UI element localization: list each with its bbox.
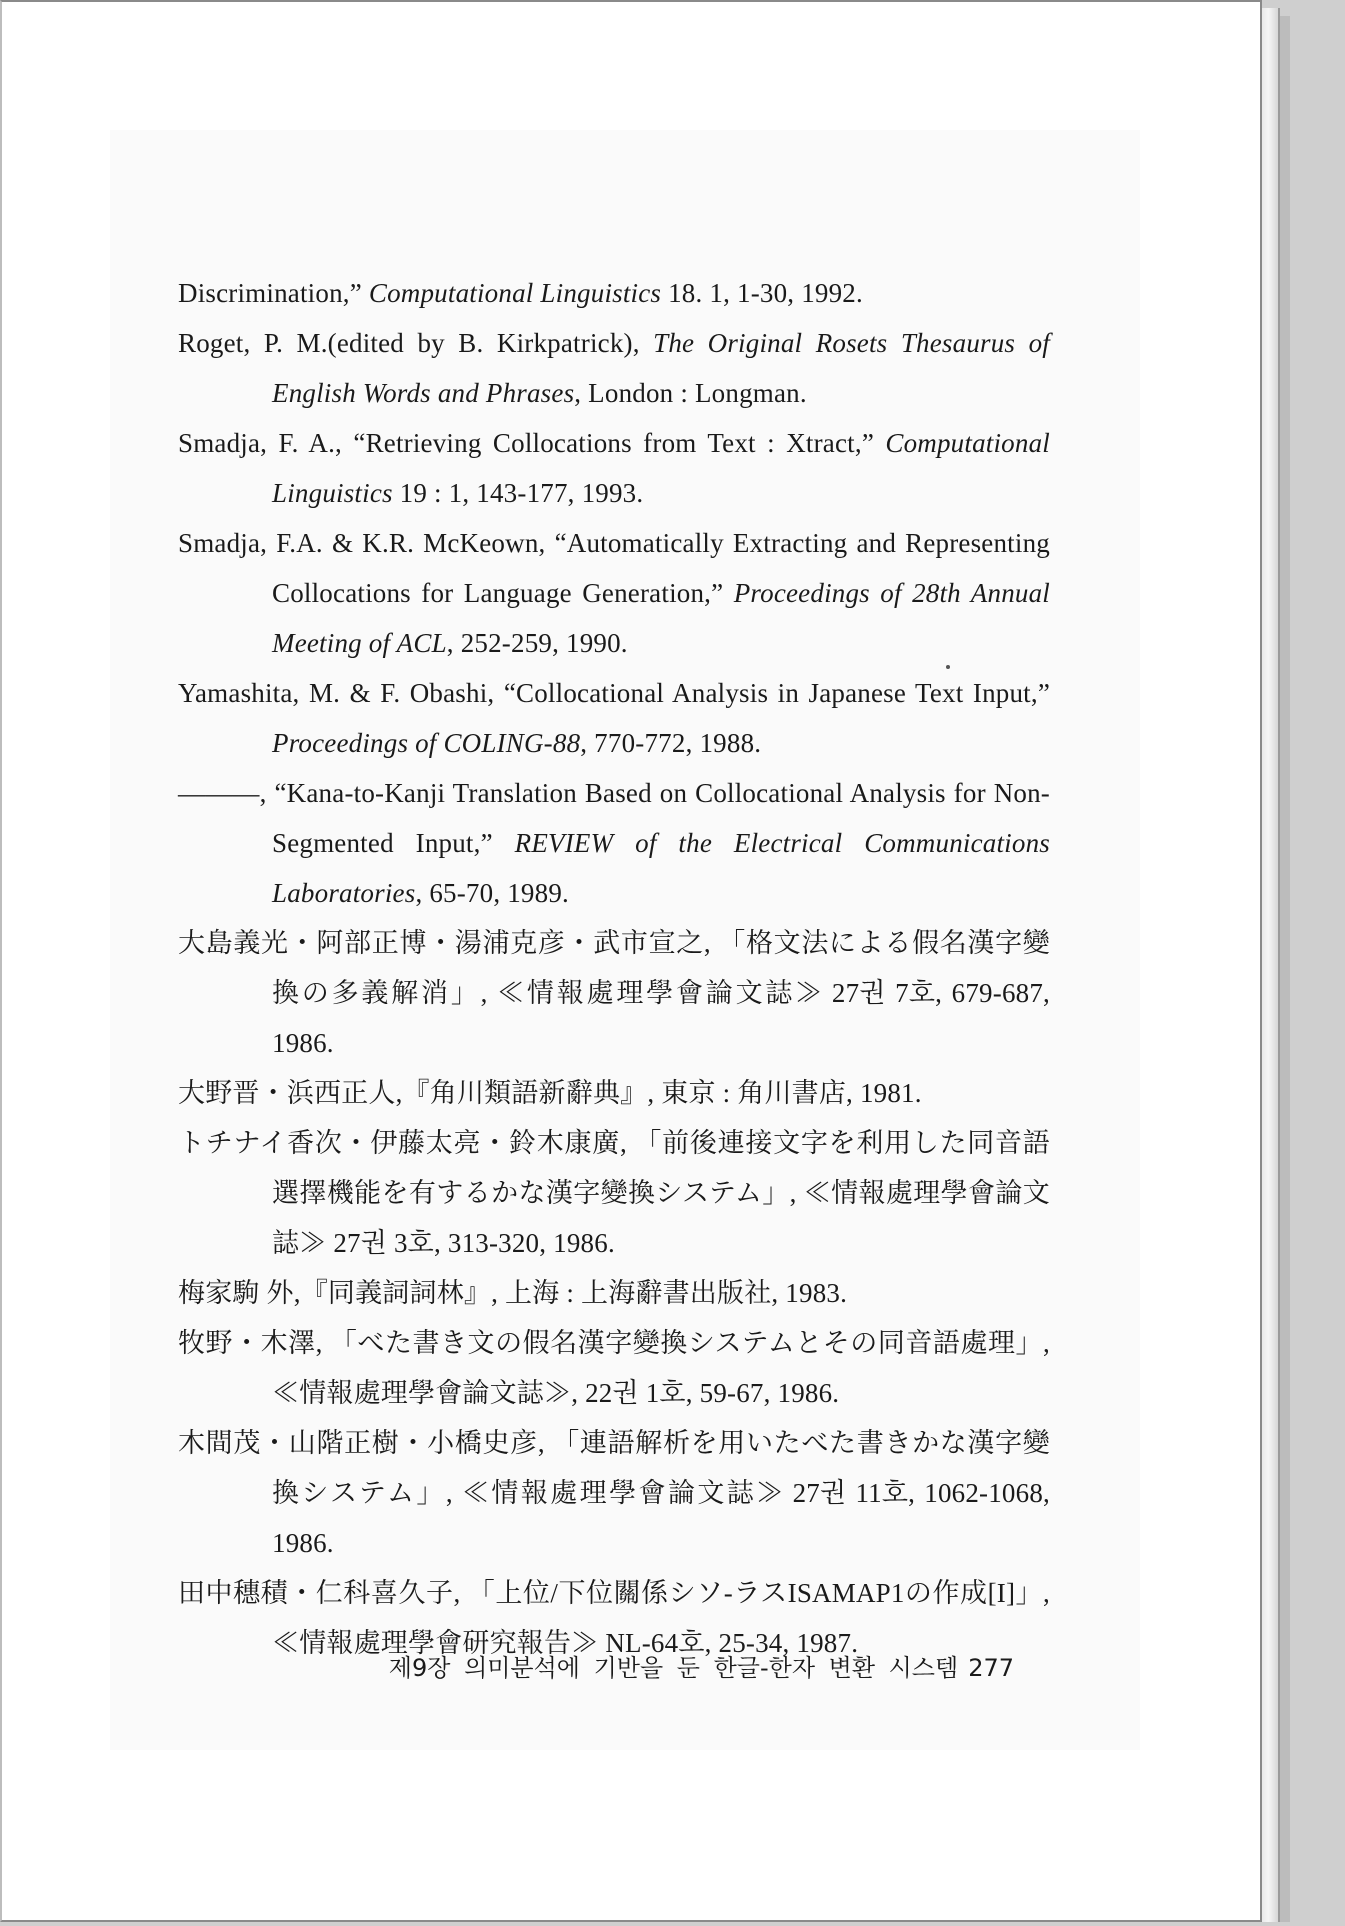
reference-entry [178, 418, 1050, 518]
reference-text: 18. 1, 1-30, 1992. [661, 278, 863, 308]
reference-title: The Original Rosets Thesaurus of English Words and Phrases [272, 328, 1050, 408]
reference-text: ———, “Kana-to-Kanji Translation Based on Collocational Analysis for Non-Segmented Input,” [178, 778, 1050, 858]
page-footer [178, 1648, 1014, 1683]
reference-text: 大野晋・浜西正人,『角川類語新辭典』, 東京 : 角川書店, 1981. [178, 1078, 922, 1108]
reference-title: Computational Linguistics [368, 278, 662, 308]
reference-entry [178, 1268, 1050, 1318]
reference-text: , London : Longman. [574, 378, 807, 408]
reference-title: Proceedings of 28th Annual Meeting of ACL [272, 578, 1050, 658]
reference-title: REVIEW of the Electrical Communications Laboratories [272, 828, 1050, 908]
reference-text: Roget, P. M.(edited by B. Kirkpatrick), [178, 328, 654, 358]
reference-title: Proceedings of COLING-88 [272, 728, 581, 758]
reference-text: , 65-70, 1989. [415, 878, 569, 908]
reference-entry [178, 1418, 1050, 1568]
reference-text: 梅家駒 外,『同義詞詞林』, 上海 : 上海辭書出版社, 1983. [178, 1278, 848, 1308]
scan-speck [946, 665, 950, 669]
reference-text: Smadja, F.A. & K.R. McKeown, “Automatically Extracting and Representing Collocations for Language Generation,” [178, 528, 1050, 608]
reference-list [178, 268, 1050, 1668]
running-title: 제9장 의미분석에 기반을 둔 한글-한자 변환 시스템 [388, 1654, 959, 1682]
reference-text: , 770-772, 1988. [580, 728, 762, 758]
reference-text: トチナイ香次・伊藤太亮・鈴木康廣, 「前後連接文字を利用した同音語選擇機能を有するかな漢字變換システム」, ≪情報處理學會論文誌≫ 27권 3호, 313-320, 1986. [178, 1128, 1050, 1258]
reference-text: 牧野・木澤, 「べた書き文の假名漢字變換システムとその同音語處理」, ≪情報處理學會論文誌≫, 22권 1호, 59-67, 1986. [178, 1328, 1050, 1408]
reference-text: Yamashita, M. & F. Obashi, “Collocational Analysis in Japanese Text Input,” [178, 678, 1050, 708]
reference-entry [178, 268, 1050, 318]
reference-entry [178, 318, 1050, 418]
reference-text: 田中穗積・仁科喜久子, 「上位/下位關係シソ-ラスISAMAP1の作成[I]」, ≪情報處理學會研究報告≫ NL-64호, 25-34, 1987. [178, 1578, 1050, 1658]
page-edge [1262, 8, 1280, 1922]
reference-text: 大島義光・阿部正博・湯浦克彦・武市宣之, 「格文法による假名漢字變換の多義解消」, ≪情報處理學會論文誌≫ 27권 7호, 679-687, 1986. [178, 928, 1050, 1058]
reference-text: , 252-259, 1990. [446, 628, 628, 658]
page-edge-shadow [1280, 16, 1290, 1922]
reference-text: 木間茂・山階正樹・小橋史彦, 「連語解析を用いたべた書きかな漢字變換システム」, ≪情報處理學會論文誌≫ 27권 11호, 1062-1068, 1986. [178, 1428, 1050, 1558]
reference-entry [178, 1118, 1050, 1268]
reference-entry [178, 518, 1050, 668]
reference-text: Discrimination,” [178, 278, 369, 308]
reference-entry [178, 668, 1050, 768]
reference-title: Computational Linguistics [272, 428, 1050, 508]
page-number: 277 [968, 1654, 1014, 1682]
reference-entry [178, 1318, 1050, 1418]
reference-entry [178, 1068, 1050, 1118]
reference-text: 19 : 1, 143-177, 1993. [392, 478, 644, 508]
reference-text: Smadja, F. A., “Retrieving Collocations from Text : Xtract,” [178, 428, 886, 458]
reference-entry [178, 918, 1050, 1068]
reference-entry [178, 768, 1050, 918]
